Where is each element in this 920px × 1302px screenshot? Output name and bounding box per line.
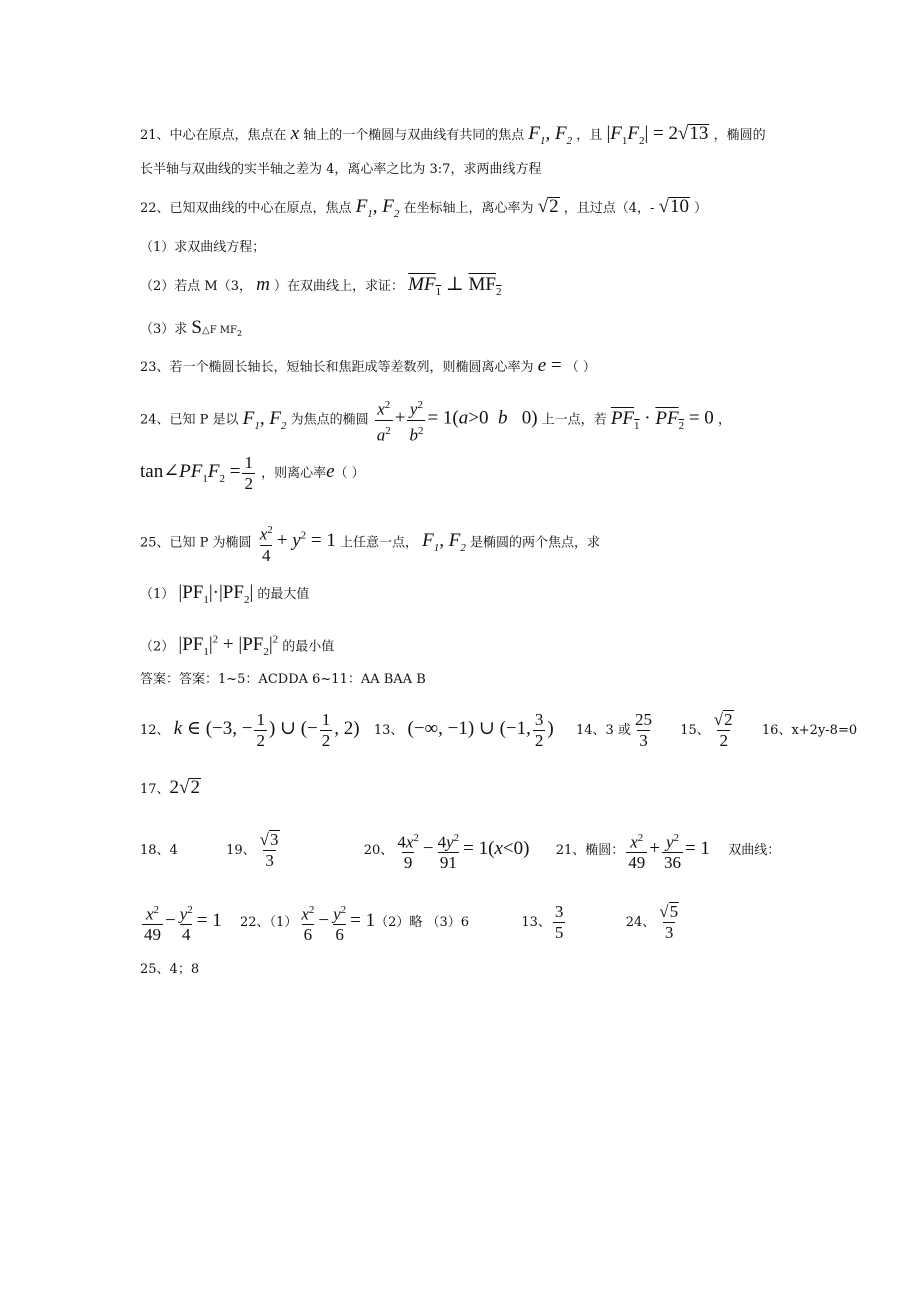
q22-text-b: 在坐标轴上，离心率为 <box>403 201 534 216</box>
q23-line: 23、若一个椭圆长轴长，短轴长和焦距成等差数列，则椭圆离心率为 e = （ ） <box>140 355 596 376</box>
q22-area-symbol: S <box>191 317 202 338</box>
q24-frac-y: $\frac{y^2}{b^2}$ <box>409 399 424 445</box>
q21-line-2: 长半轴与双曲线的实半轴之差为 4，离心率之比为 3:7，求两曲线方程 <box>140 162 542 177</box>
q22-text-d: ） <box>694 201 708 216</box>
answer-15-frac: $\frac{√2}{2}$ <box>713 710 733 750</box>
q24-line2-text: ，则离心率 <box>261 466 327 481</box>
q21-text-b: 轴上的一个椭圆与双曲线有共同的焦点 <box>303 128 525 143</box>
q22-text-a: 22、已知双曲线的中心在原点，焦点 <box>140 201 352 216</box>
answers-header: 答案：答案：1~5：ACDDA 6~11：AA BAA B <box>140 672 426 687</box>
q24-dot-product: $PF_1 \cdot PF_2 = 0$ <box>610 407 714 432</box>
answer-13-expr: (−∞, −1) ∪ (−1, <box>407 718 531 739</box>
q22-part3-text: （3）求 <box>140 322 188 337</box>
q21-text-c: ，且 <box>576 128 603 143</box>
q25-foci: $F_1$, $F_2$ <box>422 530 466 555</box>
answer-24-frac: $\frac{√5}{3}$ <box>659 902 679 942</box>
q25-sum-squares-expr: $|PF_1|^2 + |PF_2|^2$ <box>178 634 279 659</box>
q24-text-c: 上一点，若 <box>541 412 607 428</box>
q21-text-a: 21、中心在原点，焦点在 <box>140 128 287 143</box>
q22-part-3 <box>140 319 242 343</box>
q24-line-1: 24、已知 P 是以 $F_1$, $F_2$ 为焦点的椭圆 $\frac{x^2}{a^2}$ + $\frac{y^2}{b^2}$ = 1(a>0 b 0) 上一点，若 $PF_1 \cdot PF_2 = 0$ ， <box>140 395 731 447</box>
answer-12-expr: k ∈ (−3, − <box>173 718 253 739</box>
q25-ellipse-eq: + $y^2 = 1$ <box>276 530 336 552</box>
answer-25: 25、4；8 <box>140 962 200 977</box>
q24-ellipse-condition: = 1(a>0 b 0) <box>427 407 538 429</box>
q24-line-2: $\tan\angle PF_1F_2$ = $\frac{1}{2}$ ，则离心率e（ ） <box>140 453 365 493</box>
q21-focal-distance: $|F_1F_2| = 2√13$ <box>606 123 709 147</box>
answer-20-expr: = 1(x<0) <box>463 838 530 859</box>
q22-line-1 <box>140 197 707 223</box>
answer-21-hyperbola: = 1 <box>196 910 222 931</box>
q23-blank: （ ） <box>565 360 596 375</box>
q24-tan-expr: $\tan\angle PF_1F_2$ = <box>140 461 241 485</box>
q25-frac-x: $\frac{x^2}{4}$ <box>259 524 273 565</box>
q22-point-root: √10 <box>658 196 690 217</box>
q24-foci: $F_1$, $F_2$ <box>242 407 287 432</box>
q25-part-1: （1） $|PF_1|\cdot|PF_2|$ 的最大值 <box>140 582 310 606</box>
q25-line-1 <box>140 512 600 572</box>
answer-17-expr: 2√2 <box>169 777 200 798</box>
q25-part-2: （2） $|PF_1|^2 + |PF_2|^2$ 的最小值 <box>140 634 335 659</box>
answer-16: 16、x+2y-8=0 <box>761 723 858 738</box>
q24-frac-x: $\frac{x^2}{a^2}$ <box>376 399 391 445</box>
q21-x-var: x <box>290 123 300 144</box>
q22-part-1: （1）求双曲线方程； <box>140 240 266 255</box>
q25-text-a: 25、已知 P 为椭圆 <box>140 535 252 551</box>
q24-text-a: 24、已知 P 是以 <box>140 412 239 428</box>
answers-row-12-16: 12、 k ∈ (−3, − $\frac{1}{2}$ ) ∪ (− $\frac{1}{2}$ , 2) 13、 (−∞, −1) ∪ (−1, $\frac{3}{2}$ ) 14、3 或 $\frac{25}{3}$ 15、 $\frac{√2}{2}$ 16、x+2y-8=0 <box>140 710 858 750</box>
answer-21-ellipse: = 1 <box>684 838 710 859</box>
q21-text-d: ，椭圆的 <box>713 128 766 143</box>
q25-text-c: 是椭圆的两个焦点，求 <box>470 535 601 551</box>
q23-e-var: e <box>537 355 547 376</box>
answers-row-21b-24: $\frac{x^2}{49}$ − $\frac{y^2}{4}$ = 1 22、（1） $\frac{x^2}{6}$ − $\frac{y^2}{6}$ = 1（2）略 （3）6 13、 $\frac{3}{5}$ 24、 $\frac{√5}{3}$ <box>140 895 683 949</box>
q24-text-b: 为焦点的椭圆 <box>290 412 369 428</box>
answers-row-18-21: 18、4 19、 $\frac{√3}{3}$ 20、 $\frac{4x^2}{9}$ − $\frac{4y^2}{91}$ = 1(x<0) 21、椭圆： $\frac{x^2}{49}$ + $\frac{y^2}{36}$ = 1 双曲线： <box>140 830 781 873</box>
answer-22-expr: = 1 <box>350 910 376 931</box>
q22-perpendicular-vectors: $MF_1$ ⊥ $MF_2$ <box>408 274 502 298</box>
q22-part2-text-a: （2）若点 M（3， <box>140 279 252 294</box>
q22-part2-text-b: ）在双曲线上，求证： <box>274 279 405 294</box>
q25-product-expr: $|PF_1|\cdot|PF_2|$ <box>178 582 254 606</box>
q22-m-var: m <box>256 274 270 295</box>
q22-foci: $F_1$, $F_2$ <box>355 196 400 220</box>
q22-eccentricity: √2 <box>537 196 559 217</box>
answer-14-frac: $\frac{25}{3}$ <box>634 710 652 750</box>
q24-text-d: ， <box>717 412 731 428</box>
answer-17-line: 17、2√2 <box>140 777 200 798</box>
q23-text: 23、若一个椭圆长轴长，短轴长和焦距成等差数列，则椭圆离心率为 <box>140 360 534 375</box>
q21-foci: $F_1$, $F_2$ <box>528 123 573 147</box>
q24-tan-value: $\frac{1}{2}$ <box>244 453 253 493</box>
answer-19-frac: $\frac{√3}{3}$ <box>259 830 279 870</box>
q25-text-b: 上任意一点， <box>340 535 419 551</box>
q21-line-1 <box>140 124 766 150</box>
q24-blank: （ ） <box>334 466 365 481</box>
q22-text-c: ，且过点（4，- <box>563 201 655 216</box>
q22-area-sub: △F $MF_2$ <box>202 325 243 338</box>
answer-13b-frac: $\frac{3}{5}$ <box>554 902 564 942</box>
q22-part-2 <box>140 276 501 301</box>
